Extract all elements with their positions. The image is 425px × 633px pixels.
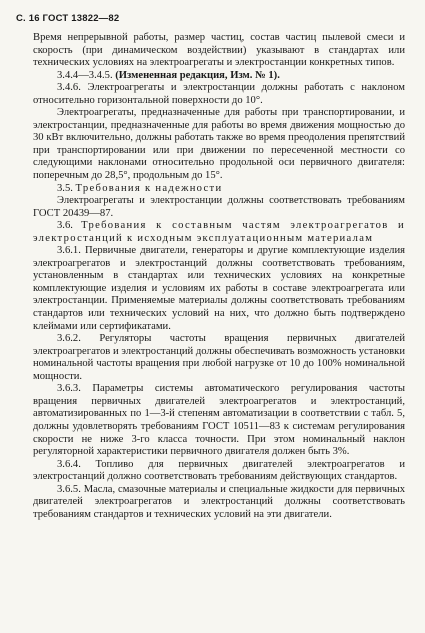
paragraph-3-6-2: 3.6.2. Регуляторы частоты вращения первичных двигателей электроагрегатов и электростанций должны обеспечивать возможность установки номинальной частоты вращения при любой нагрузке от 10 до 100% номинальной мощности. xyxy=(33,333,405,382)
paragraph-reliability: Электроагрегаты и электростанции должны соответствовать требованиям ГОСТ 20439—87. xyxy=(33,195,405,219)
section-number: 3.5. xyxy=(57,182,73,194)
section-number: 3.6. xyxy=(57,220,73,232)
section-title: Требования к составным частям электроагрегатов и электростанций к исходным эксплуатационным материалам xyxy=(33,220,406,244)
paragraph-3-4-4 xyxy=(33,70,405,83)
document-body xyxy=(33,32,405,521)
page-header: С. 16 ГОСТ 13822—82 xyxy=(16,13,120,24)
paragraph-dust-conditions: Время непрерывной работы, размер частиц, состав частиц пылевой смеси и скорость (при динамическом воздействии) указывают в стандартах или технических условиях на электроагрегаты и электростанции конкретных типов. xyxy=(33,32,405,69)
amendment-note: (Измененная редакция, Изм. № 1). xyxy=(115,69,280,81)
section-title: Требования к надежности xyxy=(75,182,223,194)
section-heading-3-6 xyxy=(33,220,405,245)
section-number: 3.4.4—3.4.5. xyxy=(57,69,113,81)
paragraph-3-6-1: 3.6.1. Первичные двигатели, генераторы и другие комплектующие изделия электроагрегатов и электростанций должны соответствовать требованиям, установленным в стандартах или технических условиях на конкретные комплектующие изделия и условиям их работы в составе электроагрегата или электростанции. Применяемые материалы должны соответствовать требованиям стандартов или технических условий на них, что должно быть подтверждено клеймами или сертификатами. xyxy=(33,245,405,332)
section-heading-3-5 xyxy=(33,183,405,196)
paragraph-3-4-6: 3.4.6. Электроагрегаты и электростанции должны работать с наклоном относительно горизонтальной поверхности до 10°. xyxy=(33,82,405,106)
paragraph-3-6-3: 3.6.3. Параметры системы автоматического регулирования частоты вращения первичных двигателей электроагрегатов и электростанций, автоматизированных по 1—3-й степеням автоматизации в соответствии с табл. 5, должны удовлетворять требованиям ГОСТ 10511—83 к системам регулирования скорости не ниже 3-го класса точности. При этом номинальный наклон регуляторной характеристики первичного двигателя должен быть 3%. xyxy=(33,383,405,458)
paragraph-3-6-5: 3.6.5. Масла, смазочные материалы и специальные жидкости для первичных двигателей электроагрегатов и электростанций должны соответствовать требованиям стандартов и технических условий на эти двигатели. xyxy=(33,483,405,520)
paragraph-3-6-4: 3.6.4. Топливо для первичных двигателей электроагрегатов и электростанций должно соответствовать требованиям действующих стандартов. xyxy=(33,458,405,483)
paragraph-transport-tilt: Электроагрегаты, предназначенные для работы при транспортировании, и электростанции, предназначенные для работы во время движения мощностью до 30 кВт включительно, должны работать также во время преодоления препятствий при транспортировании или при движении по пересеченной местности со следующими наклонами относительно продольной оси первичного двигателя: поперечным до 28,5°, продольным до 15°. xyxy=(33,107,405,182)
